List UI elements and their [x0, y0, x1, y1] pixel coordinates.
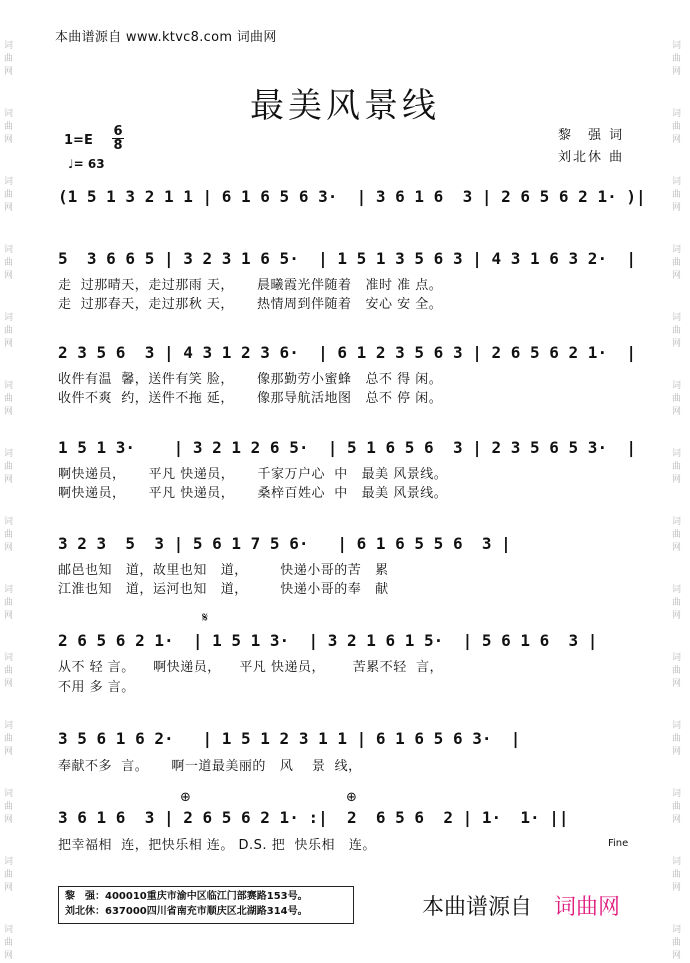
- side-watermark-glyph: 词: [672, 925, 682, 935]
- side-watermark-glyph: 词: [4, 789, 14, 799]
- side-watermark-glyph: 词: [4, 381, 14, 391]
- side-watermark-glyph: 曲: [4, 938, 14, 948]
- side-watermark-glyph: 词: [4, 925, 14, 935]
- brand-red-text: 词曲网: [554, 895, 621, 920]
- side-watermark-glyph: 曲: [4, 802, 14, 812]
- side-watermark-glyph: 词: [672, 313, 682, 323]
- side-watermark-glyph: 曲: [672, 122, 682, 132]
- side-watermark-glyph: 网: [4, 135, 14, 145]
- side-watermark-glyph: 词: [4, 41, 14, 51]
- side-watermark-glyph: 网: [4, 67, 14, 77]
- side-watermark-glyph: 网: [672, 951, 682, 961]
- side-watermark-glyph: 网: [672, 135, 682, 145]
- top-watermark: 本曲谱源自 www.ktvc8.com 词曲网: [55, 30, 277, 45]
- lyric-row-5-verse-1: 邮邑也知 道，故里也知 道， 快递小哥的苦 累: [58, 563, 389, 578]
- coda-sign-2: ⊕: [346, 790, 357, 805]
- side-watermark-glyph: 网: [672, 543, 682, 553]
- side-watermark-glyph: 词: [672, 653, 682, 663]
- lyric-row-2-verse-1: 走 过那晴天，走过那雨 天， 晨曦霞光伴随着 准时 准 点。: [58, 278, 443, 293]
- side-watermark-glyph: 曲: [672, 530, 682, 540]
- side-watermark-glyph: 曲: [4, 598, 14, 608]
- side-watermark-glyph: 曲: [672, 462, 682, 472]
- side-watermark-glyph: 曲: [672, 54, 682, 64]
- notation-row-7: 3 5 6 1 6 2· | 1 5 1 2 3 1 1 | 6 1 6 5 6 3· |: [58, 729, 521, 748]
- side-watermark-glyph: 词: [672, 381, 682, 391]
- side-watermark-glyph: 网: [4, 611, 14, 621]
- side-watermark-glyph: 词: [4, 721, 14, 731]
- lyricist-credit: 黎 强 词: [558, 128, 625, 143]
- side-watermark-glyph: 网: [4, 475, 14, 485]
- brand-black-text: 本曲谱源自: [422, 895, 533, 920]
- lyric-row-3-verse-1: 收件有温 馨，送件有笑 脸， 像那勤劳小蜜蜂 总不 得 闲。: [58, 372, 443, 387]
- side-watermark-glyph: 曲: [672, 938, 682, 948]
- side-watermark-glyph: 词: [672, 517, 682, 527]
- side-watermark-glyph: 网: [4, 203, 14, 213]
- fine-marking: Fine: [608, 838, 629, 849]
- side-watermark-glyph: 曲: [672, 258, 682, 268]
- side-watermark-glyph: 网: [672, 815, 682, 825]
- right-watermark-strip: [670, 0, 688, 961]
- composer-credit: 刘北休 曲: [558, 150, 625, 165]
- segno-sign: 𝄋: [202, 610, 209, 626]
- side-watermark-glyph: 词: [672, 789, 682, 799]
- lyric-row-4-verse-1: 啊快递员， 平凡 快递员， 千家万户心 中 最美 风景线。: [58, 467, 448, 482]
- side-watermark-glyph: 网: [4, 951, 14, 961]
- side-watermark-glyph: 词: [4, 653, 14, 663]
- side-watermark-glyph: 网: [4, 339, 14, 349]
- side-watermark-glyph: 词: [672, 449, 682, 459]
- side-watermark-glyph: 词: [672, 177, 682, 187]
- source-brand: [422, 890, 620, 921]
- side-watermark-glyph: 词: [4, 857, 14, 867]
- notation-row-2: 5 3 6 6 5 | 3 2 3 1 6 5· | 1 5 1 3 5 6 3 | 4 3 1 6 3 2· |: [58, 249, 636, 268]
- side-watermark-glyph: 网: [4, 815, 14, 825]
- side-watermark-glyph: 曲: [4, 530, 14, 540]
- notation-row-5: 3 2 3 5 3 | 5 6 1 7 5 6· | 6 1 6 5 5 6 3 |: [58, 534, 511, 553]
- side-watermark-glyph: 网: [672, 679, 682, 689]
- side-watermark-glyph: 曲: [672, 326, 682, 336]
- side-watermark-glyph: 曲: [672, 870, 682, 880]
- side-watermark-glyph: 词: [4, 177, 14, 187]
- side-watermark-glyph: 词: [672, 857, 682, 867]
- key-signature: 1=E: [64, 133, 93, 148]
- lyricist-address: 黎 强：400010重庆市渝中区临江门部赛路153号。: [65, 891, 308, 902]
- side-watermark-glyph: 网: [4, 883, 14, 893]
- side-watermark-glyph: 词: [672, 109, 682, 119]
- side-watermark-glyph: 词: [672, 245, 682, 255]
- left-watermark-strip: [2, 0, 20, 961]
- side-watermark-glyph: 曲: [672, 394, 682, 404]
- notation-row-6: 2 6 5 6 2 1· | 1 5 1 3· | 3 2 1 6 1 5· | 5 6 1 6 3 |: [58, 631, 598, 650]
- lyric-row-6-verse-2: 不用 多 言。: [58, 680, 135, 695]
- side-watermark-glyph: 曲: [672, 598, 682, 608]
- side-watermark-glyph: 曲: [4, 122, 14, 132]
- address-box: [58, 886, 354, 924]
- side-watermark-glyph: 网: [4, 407, 14, 417]
- side-watermark-glyph: 网: [672, 271, 682, 281]
- side-watermark-glyph: 网: [4, 271, 14, 281]
- tempo-marking: ♩= 63: [68, 157, 105, 171]
- lyric-row-2-verse-2: 走 过那春天，走过那秋 天， 热情周到伴随着 安心 安 全。: [58, 297, 443, 312]
- side-watermark-glyph: 网: [672, 611, 682, 621]
- notation-row-3: 2 3 5 6 3 | 4 3 1 2 3 6· | 6 1 2 3 5 6 3 | 2 6 5 6 2 1· |: [58, 343, 636, 362]
- side-watermark-glyph: 曲: [4, 190, 14, 200]
- notation-row-4: 1 5 1 3· | 3 2 1 2 6 5· | 5 1 6 5 6 3 | 2 3 5 6 5 3· |: [58, 438, 636, 457]
- side-watermark-glyph: 曲: [672, 190, 682, 200]
- side-watermark-glyph: 曲: [4, 326, 14, 336]
- notation-row-8: 3 6 1 6 3 | 2 6 5 6 2 1· :| 2 6 5 6 2 | 1· 1· ||: [58, 808, 569, 827]
- side-watermark-glyph: 曲: [4, 394, 14, 404]
- lyric-row-7-verse-1: 奉献不多 言。 啊一道最美丽的 风 景 线，: [58, 759, 362, 774]
- side-watermark-glyph: 词: [4, 109, 14, 119]
- side-watermark-glyph: 网: [672, 67, 682, 77]
- side-watermark-glyph: 词: [4, 313, 14, 323]
- side-watermark-glyph: 网: [672, 747, 682, 757]
- lyric-row-8-verse-1: 把幸福相 连，把快乐相 连。 D.S. 把 快乐相 连。: [58, 838, 376, 853]
- side-watermark-glyph: 网: [672, 475, 682, 485]
- song-title: 最美风景线: [250, 86, 440, 126]
- coda-sign-1: ⊕: [180, 790, 191, 805]
- side-watermark-glyph: 曲: [4, 54, 14, 64]
- notation-row-1: (1 5 1 3 2 1 1 | 6 1 6 5 6 3· | 3 6 1 6 3 | 2 6 5 6 2 1· )|: [58, 187, 646, 206]
- side-watermark-glyph: 网: [4, 543, 14, 553]
- side-watermark-glyph: 网: [672, 339, 682, 349]
- meter-numerator: 6: [113, 124, 123, 139]
- side-watermark-glyph: 词: [4, 245, 14, 255]
- side-watermark-glyph: 词: [4, 585, 14, 595]
- side-watermark-glyph: 词: [672, 721, 682, 731]
- side-watermark-glyph: 词: [672, 585, 682, 595]
- side-watermark-glyph: 曲: [4, 734, 14, 744]
- side-watermark-glyph: 网: [672, 883, 682, 893]
- side-watermark-glyph: 网: [4, 747, 14, 757]
- side-watermark-glyph: 词: [4, 449, 14, 459]
- side-watermark-glyph: 网: [672, 407, 682, 417]
- side-watermark-glyph: 曲: [672, 802, 682, 812]
- side-watermark-glyph: 曲: [4, 666, 14, 676]
- side-watermark-glyph: 曲: [672, 666, 682, 676]
- meter-denominator: 8: [113, 138, 123, 153]
- time-signature: [112, 125, 124, 152]
- side-watermark-glyph: 词: [672, 41, 682, 51]
- side-watermark-glyph: 词: [4, 517, 14, 527]
- side-watermark-glyph: 网: [672, 203, 682, 213]
- side-watermark-glyph: 曲: [672, 734, 682, 744]
- lyric-row-3-verse-2: 收件不爽 约，送件不拖 延， 像那导航活地图 总不 停 闲。: [58, 391, 443, 406]
- lyric-row-6-verse-1: 从不 轻 言。 啊快递员， 平凡 快递员， 苦累不轻 言，: [58, 660, 444, 675]
- side-watermark-glyph: 曲: [4, 462, 14, 472]
- lyric-row-5-verse-2: 江淮也知 道，运河也知 道， 快递小哥的奉 献: [58, 582, 389, 597]
- lyric-row-4-verse-2: 啊快递员， 平凡 快递员， 桑梓百姓心 中 最美 风景线。: [58, 486, 448, 501]
- side-watermark-glyph: 网: [4, 679, 14, 689]
- composer-address: 刘北休：637000四川省南充市顺庆区北湖路314号。: [65, 906, 308, 917]
- side-watermark-glyph: 曲: [4, 870, 14, 880]
- side-watermark-glyph: 曲: [4, 258, 14, 268]
